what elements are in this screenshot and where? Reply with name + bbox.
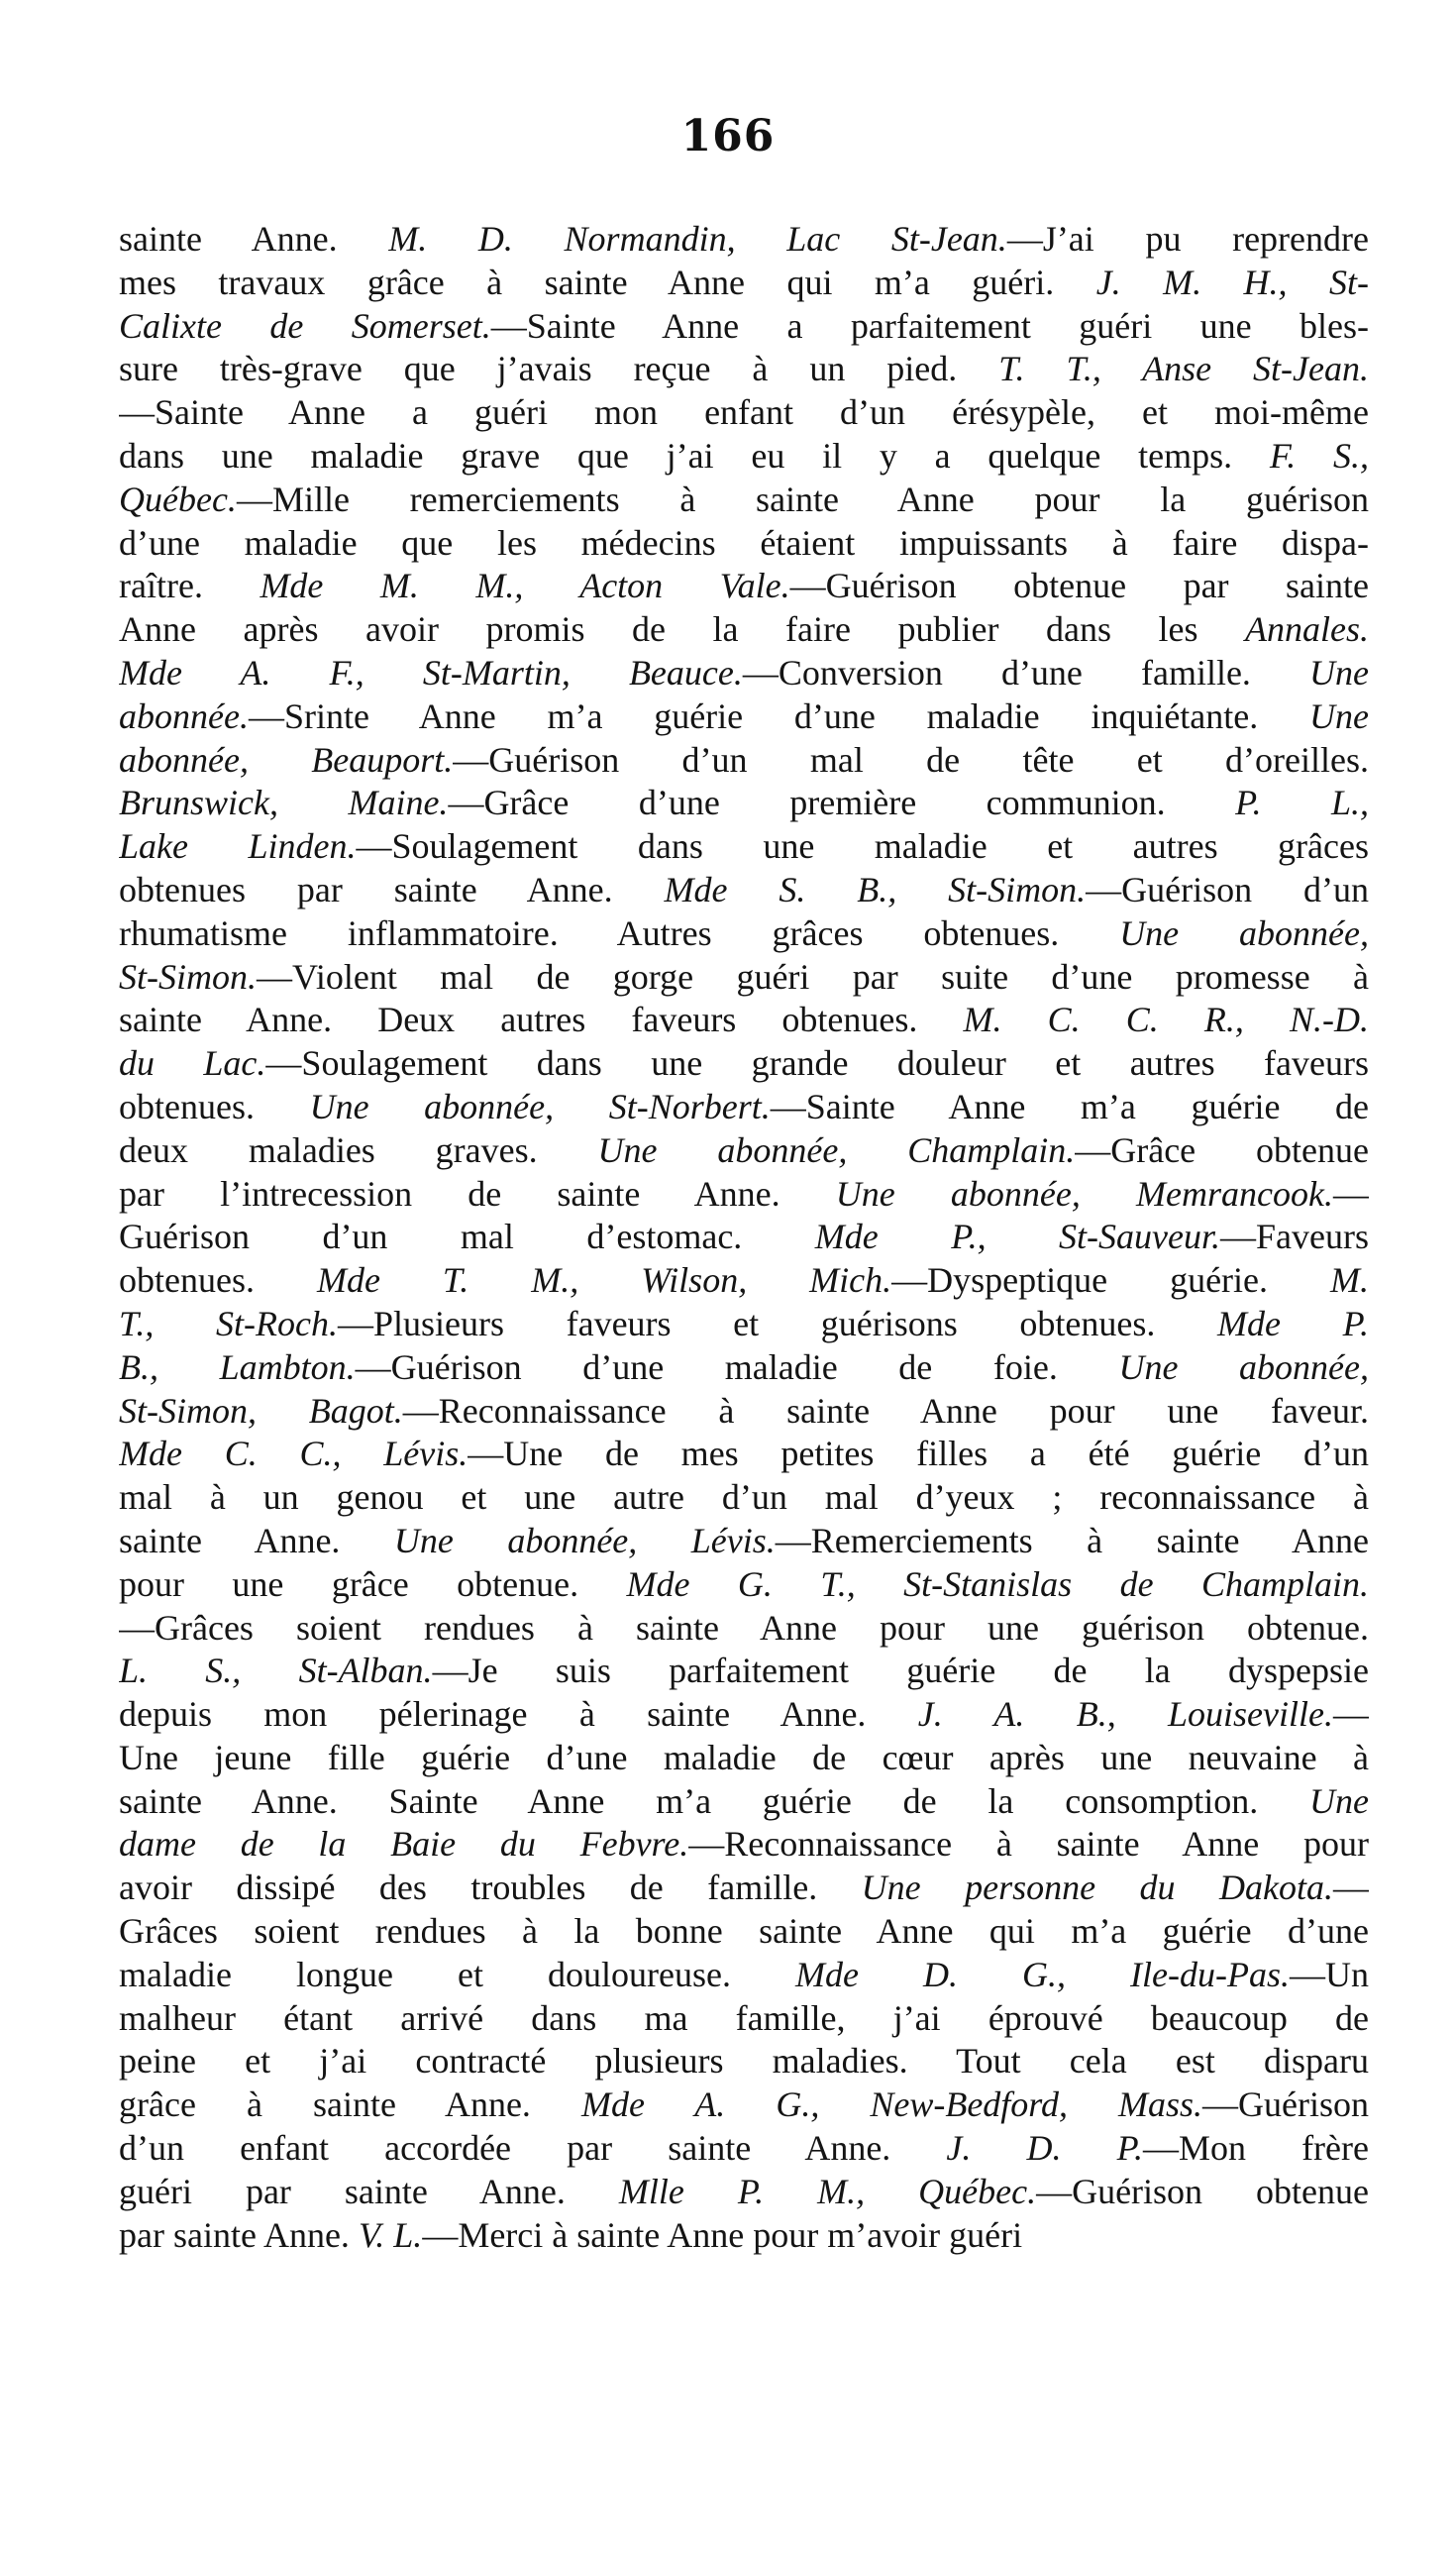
italic-reference: L. S., St-Alban. [119, 1651, 433, 1691]
text-run: —Grâces soient rendues à sainte Anne pour une guérison obtenue. [119, 1607, 1369, 1648]
text-line [119, 1129, 1369, 1173]
italic-reference: Une [1309, 652, 1369, 693]
italic-reference: J. M. H., St- [1095, 262, 1369, 302]
text-line [119, 2127, 1369, 2171]
italic-reference: Calixte de Somerset. [119, 305, 491, 346]
italic-reference: P. L., [1235, 783, 1369, 823]
text-run: dans une maladie grave que j’ai eu il y a quelque temps. [119, 435, 1270, 476]
text-run: obtenues par sainte Anne. [119, 869, 665, 909]
text-run: pour une grâce obtenue. [119, 1563, 627, 1604]
text-run: sainte Anne. [119, 1520, 394, 1560]
text-line [119, 2214, 1369, 2258]
text-line [119, 435, 1369, 479]
text-run: sure très-grave que j’avais reçue à un pied. [119, 349, 999, 389]
italic-reference: Mde A. F., St-Martin, Beauce. [119, 652, 743, 693]
italic-reference: dame de la Baie du Febvre. [119, 1824, 689, 1865]
italic-reference: Mde P., St-Sauveur. [814, 1217, 1221, 1257]
text-line [119, 1173, 1369, 1217]
text-run: —Mille remerciements à sainte Anne pour la guérison [236, 479, 1369, 519]
italic-reference: M. D. Normandin, Lac St-Jean. [388, 219, 1007, 259]
text-run: obtenues. [119, 1260, 317, 1301]
italic-reference: Une abonnée, Memrancook. [835, 1173, 1333, 1214]
text-run: —Srinte Anne m’a guérie d’une maladie inquiétante. [248, 695, 1310, 736]
text-run: par l’intrecession de sainte Anne. [119, 1173, 836, 1214]
text-line [119, 1954, 1369, 1997]
text-line [119, 522, 1369, 566]
text-run: —Dyspeptique guérie. [891, 1260, 1331, 1301]
italic-reference: B., Lambton. [119, 1346, 356, 1387]
text-run: —Remerciements à sainte Anne [775, 1520, 1369, 1560]
text-line [119, 479, 1369, 522]
italic-reference: Brunswick, Maine. [119, 783, 449, 823]
text-run: —Conversion d’une famille. [742, 652, 1310, 693]
italic-reference: du Lac. [119, 1043, 266, 1084]
italic-reference: F. S., [1269, 435, 1369, 476]
text-run: —Sainte Anne a guéri mon enfant d’un érésypèle, et moi-même [119, 392, 1369, 433]
text-run: d’un enfant accordée par sainte Anne. [119, 2128, 947, 2169]
text-line [119, 652, 1369, 695]
text-run: sainte Anne. [119, 219, 389, 259]
italic-reference: Lake Linden. [119, 826, 357, 867]
text-run: —Grâce obtenue [1075, 1129, 1369, 1170]
text-run: —Guérison obtenue par sainte [789, 566, 1369, 606]
text-line [119, 1303, 1369, 1346]
text-run: —Soulagement dans une grande douleur et autres faveurs [265, 1043, 1369, 1084]
italic-reference: Mde S. B., St-Simon. [664, 869, 1087, 909]
italic-reference: Une [1309, 695, 1369, 736]
text-run: —Reconnaissance à sainte Anne pour une faveur. [402, 1390, 1369, 1431]
text-line [119, 1433, 1369, 1476]
italic-reference: abonnée, Beauport. [119, 739, 454, 780]
text-line [119, 1650, 1369, 1693]
text-run: sainte Anne. Deux autres faveurs obtenues. [119, 1000, 964, 1040]
text-run: rhumatisme inflammatoire. Autres grâces obtenues. [119, 912, 1120, 953]
text-run: sainte Anne. Sainte Anne m’a guérie de la consomption. [119, 1780, 1310, 1821]
text-line [119, 565, 1369, 608]
italic-reference: abonnée. [119, 695, 249, 736]
text-run: —Un [1290, 1954, 1369, 1994]
text-run: d’une maladie que les médecins étaient impuissants à faire dispa- [119, 522, 1369, 563]
text-run: —Plusieurs faveurs et guérisons obtenues. [337, 1303, 1218, 1343]
italic-reference: Une abonnée, [1119, 912, 1369, 953]
body-text [119, 218, 1369, 2257]
text-run: obtenues. [119, 1086, 310, 1126]
italic-reference: J. D. P. [946, 2128, 1143, 2169]
text-run: —Grâce d’une première communion. [448, 783, 1236, 823]
text-run: — [1332, 1173, 1369, 1214]
text-run: malheur étant arrivé dans ma famille, j’ai éprouvé beaucoup de [119, 1997, 1369, 2038]
text-line [119, 825, 1369, 869]
text-run: Grâces soient rendues à la bonne sainte Anne qui m’a guérie d’une [119, 1911, 1369, 1952]
text-line [119, 1823, 1369, 1867]
text-run: Guérison d’un mal d’estomac. [119, 1217, 815, 1257]
text-line [119, 2083, 1369, 2127]
italic-reference: Une abonnée, Champlain. [597, 1129, 1076, 1170]
text-run: —Soulagement dans une maladie et autres grâces [356, 826, 1369, 867]
italic-reference: Mde D. G., Ile-du-Pas. [794, 1954, 1290, 1994]
text-line [119, 1346, 1369, 1390]
text-line [119, 262, 1369, 305]
italic-reference: Une abonnée, Lévis. [393, 1520, 776, 1560]
text-run: grâce à sainte Anne. [119, 2084, 581, 2125]
text-run: —Merci à sainte Anne pour m’avoir guéri [422, 2214, 1023, 2255]
text-line [119, 956, 1369, 1000]
italic-reference: Une abonnée, [1118, 1346, 1369, 1387]
italic-reference: J. A. B., Louiseville. [917, 1694, 1333, 1735]
text-run: Anne après avoir promis de la faire publier dans les [119, 609, 1246, 650]
italic-reference: V. L. [358, 2214, 423, 2255]
text-line [119, 1086, 1369, 1129]
italic-reference: Mde T. M., Wilson, Mich. [316, 1260, 892, 1301]
text-line [119, 782, 1369, 825]
text-run: depuis mon pélerinage à sainte Anne. [119, 1694, 918, 1735]
text-line [119, 1910, 1369, 1954]
text-run: raître. [119, 566, 260, 606]
italic-reference: Une personne du Dakota. [861, 1868, 1333, 1908]
text-run: —Je suis parfaitement guérie de la dyspepsie [432, 1651, 1369, 1691]
text-line [119, 1476, 1369, 1520]
text-run: —Une de mes petites filles a été guérie d’un [468, 1434, 1369, 1474]
italic-reference: St-Simon, Bagot. [119, 1390, 403, 1431]
italic-reference: T. T., Anse St-Jean. [998, 349, 1369, 389]
text-line [119, 391, 1369, 435]
text-line [119, 608, 1369, 652]
text-line [119, 1693, 1369, 1737]
text-line [119, 1042, 1369, 1086]
text-run: guéri par sainte Anne. [119, 2171, 619, 2211]
text-run: avoir dissipé des troubles de famille. [119, 1868, 862, 1908]
text-run: —Guérison d’un mal de tête et d’oreilles. [453, 739, 1369, 780]
text-run: Une jeune fille guérie d’une maladie de cœur après une neuvaine à [119, 1737, 1369, 1777]
italic-reference: M. [1330, 1260, 1369, 1301]
text-line [119, 1390, 1369, 1434]
italic-reference: Québec. [119, 479, 237, 519]
text-line [119, 305, 1369, 349]
text-line [119, 1867, 1369, 1910]
italic-reference: Mde A. G., New-Bedford, Mass. [580, 2084, 1203, 2125]
text-run: mal à un genou et une autre d’un mal d’yeux ; reconnaissance à [119, 1477, 1369, 1518]
text-run: deux maladies graves. [119, 1129, 598, 1170]
page-number: 166 [680, 111, 776, 161]
text-line [119, 999, 1369, 1042]
italic-reference: M. C. C. R., N.-D. [963, 1000, 1369, 1040]
text-run: — [1333, 1694, 1369, 1735]
text-run: mes travaux grâce à sainte Anne qui m’a guéri. [119, 262, 1096, 302]
text-line [119, 912, 1369, 956]
text-run: —Faveurs [1220, 1217, 1369, 1257]
italic-reference: Mde M. M., Acton Vale. [260, 566, 790, 606]
text-run: maladie longue et douloureuse. [119, 1954, 795, 1994]
italic-reference: Mde C. C., Lévis. [119, 1434, 468, 1474]
text-line [119, 869, 1369, 912]
text-line [119, 1737, 1369, 1780]
text-line [119, 695, 1369, 739]
italic-reference: T., St-Roch. [119, 1303, 338, 1343]
text-run: —Guérison d’un [1086, 869, 1369, 909]
text-run: —Mon frère [1142, 2128, 1369, 2169]
italic-reference: Une [1309, 1780, 1369, 1821]
text-line [119, 1216, 1369, 1259]
text-run: —Sainte Anne m’a guérie de [770, 1086, 1369, 1126]
text-run: peine et j’ai contracté plusieurs maladies. Tout cela est disparu [119, 2041, 1369, 2082]
text-run: —Sainte Anne a parfaitement guéri une bles- [490, 305, 1369, 346]
text-line [119, 348, 1369, 391]
text-line [119, 2171, 1369, 2214]
text-line [119, 1520, 1369, 1563]
italic-reference: St-Simon. [119, 956, 257, 997]
italic-reference: Mde P. [1217, 1303, 1369, 1343]
text-line [119, 1997, 1369, 2041]
text-run: —J’ai pu reprendre [1006, 219, 1369, 259]
text-run: —Guérison [1202, 2084, 1369, 2125]
text-line [119, 1607, 1369, 1651]
text-line [119, 1780, 1369, 1824]
italic-reference: Mde G. T., St-Stanislas de Champlain. [626, 1563, 1369, 1604]
italic-reference: Annales. [1245, 609, 1369, 650]
text-run: —Guérison obtenue [1036, 2171, 1369, 2211]
text-run: —Violent mal de gorge guéri par suite d’une promesse à [257, 956, 1369, 997]
text-line [119, 1259, 1369, 1303]
text-line [119, 739, 1369, 783]
text-line [119, 1563, 1369, 1607]
text-line [119, 218, 1369, 262]
text-run: —Guérison d’une maladie de foie. [355, 1346, 1119, 1387]
text-run: par sainte Anne. [119, 2214, 359, 2255]
italic-reference: Une abonnée, St-Norbert. [309, 1086, 771, 1126]
text-run: —Reconnaissance à sainte Anne pour [688, 1824, 1369, 1865]
text-run: — [1333, 1868, 1369, 1908]
italic-reference: Mlle P. M., Québec. [618, 2171, 1037, 2211]
text-line [119, 2040, 1369, 2083]
